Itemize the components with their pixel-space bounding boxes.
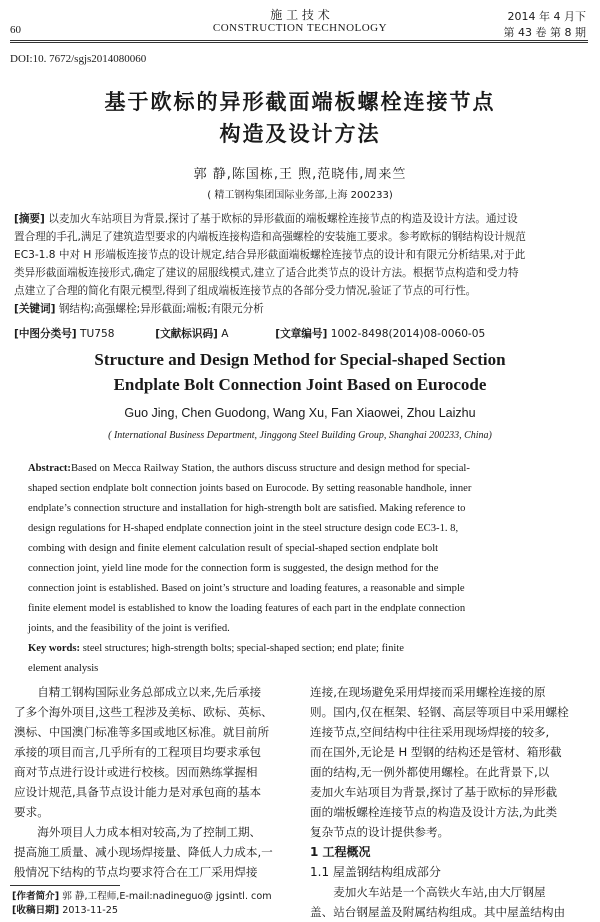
body-line: 要求。 xyxy=(14,805,49,819)
abstract-zh-line: 类异形截面端板连接形式,确定了建议的屈服线模式,建立了适合此类节点的设计方法。根据节点构造和受力特 xyxy=(14,267,519,279)
body-line: 应设计规范,具备节点设计能力是对承包商的基本 xyxy=(14,785,262,799)
keywords-en: element analysis xyxy=(28,663,99,674)
abstract-zh-line: 置合理的手孔,满足了建筑造型要求的内端板连接构造和高强螺栓的安装施工要求。参考欧标的钢结构设计规范 xyxy=(14,231,526,243)
abstract-en-line: connection joint is established. Based on joint’s structure and loading features, a reasonable and simple xyxy=(28,583,465,594)
received-date: 2013-11-25 xyxy=(62,905,118,916)
abstract-en xyxy=(28,459,574,679)
abstract-en-line: design regulations for H-shaped endplate connection joint in the steel structure design code EC3-1. 8, xyxy=(28,523,459,534)
section-heading-1: 1 工程概况 xyxy=(310,845,371,859)
doc-code-label: [文献标识码] xyxy=(155,328,218,340)
abstract-en-line: connection joint, yield line mode for the connection form is suggested, the design method for the xyxy=(28,563,439,574)
classification-row xyxy=(14,326,586,341)
affiliation-en: ( International Business Department, Jinggong Steel Building Group, Shanghai 200233, China) xyxy=(108,430,492,441)
authors-zh: 郭 静,陈国栋,王 煦,范晓伟,周来竺 xyxy=(193,167,407,182)
body-line: 商对节点进行设计或进行校核。因而熟练掌握相 xyxy=(14,765,258,779)
body-line: 了多个海外项目,这些工程涉及美标、欧标、英标、 xyxy=(14,705,273,719)
abstract-en-line: finite element model is established to know the loading features of each part in the endplate connection xyxy=(28,603,466,614)
body-line: 复杂节点的设计提供参考。 xyxy=(310,825,450,839)
abstract-en-line: endplate’s connection structure and installation for high-strength bolt are satisfied. Making reference to xyxy=(28,503,466,514)
clc-label: [中图分类号] xyxy=(14,328,77,340)
title-en-line-2: Endplate Bolt Connection Joint Based on Eurocode xyxy=(113,375,487,394)
authors-en: Guo Jing, Chen Guodong, Wang Xu, Fan Xiaowei, Zhou Laizhu xyxy=(124,406,476,420)
author-info-label: [作者简介] xyxy=(12,891,60,902)
abstract-en-line: shaped section endplate bolt connection joints based on Eurocode. By setting reasonable handhole, inner xyxy=(28,483,472,494)
body-line: 般情况下结构的节点均要求符合在工厂采用焊接 xyxy=(14,865,258,879)
clc-value: TU758 xyxy=(80,328,115,340)
abstract-zh-line: EC3-1.8 中对 H 形端板连接节点的设计规定,结合异形截面端板螺栓连接节点的设计和有限元分析结果,对于此 xyxy=(14,249,526,261)
keywords-zh-label: [关键词] xyxy=(14,303,56,315)
body-line: 连接节点,空间结构中往往采用现场焊接的较多, xyxy=(310,725,550,739)
keywords-en: steel structures; high-strength bolts; special-shaped section; end plate; finite xyxy=(82,643,405,654)
volume-issue: 第 43 卷 第 8 期 xyxy=(503,26,586,39)
abstract-zh xyxy=(14,210,586,318)
body-right-column xyxy=(310,682,586,922)
abstract-en-label: Abstract: xyxy=(28,463,71,474)
journal-title-en: CONSTRUCTION TECHNOLOGY xyxy=(212,22,388,34)
keywords-zh: 钢结构;高强螺栓;异形截面;端板;有限元分析 xyxy=(58,303,264,315)
body-line: 则。国内,仅在框架、轻钢、高层等项目中采用螺栓 xyxy=(310,705,569,719)
title-en-line-1: Structure and Design Method for Special-shaped Section xyxy=(94,350,506,369)
article-number-value: 1002-8498(2014)08-0060-05 xyxy=(330,328,486,340)
author-info: 郭 静,工程师,E-mail:nadineguo@ jgsintl. com xyxy=(62,891,272,902)
journal-title-zh: 施 工 技 术 xyxy=(270,8,330,22)
keywords-en-label: Key words: xyxy=(28,643,81,654)
abstract-en-line: combing with design and finite element calculation result of special-shaped section endplate bolt xyxy=(28,543,439,554)
doi: DOI:10. 7672/sgjs2014080060 xyxy=(10,53,147,65)
issue-date: 2014 年 4 月下 xyxy=(507,10,586,23)
abstract-en-line: Based on Mecca Railway Station, the authors discuss structure and design method for special- xyxy=(70,463,470,474)
title-zh-line-1: 基于欧标的异形截面端板螺栓连接节点 xyxy=(104,90,496,114)
title-zh-line-2: 构造及设计方法 xyxy=(219,122,381,146)
abstract-zh-line: 点建立了合理的简化有限元模型,得到了组成端板连接节点的各部分受力情况,验证了节点的可行性。 xyxy=(14,285,477,297)
body-line: 盖、站台钢屋盖及附属结构组成。其中屋盖结构由 xyxy=(310,905,566,919)
abstract-en-line: joints, and the feasibility of the joint is verified. xyxy=(28,623,230,634)
header-rule-2 xyxy=(10,42,588,43)
page-number: 60 xyxy=(10,24,21,36)
header-rule xyxy=(10,40,588,41)
article-number-label: [文章编号] xyxy=(275,328,328,340)
affiliation-zh: ( 精工钢构集团国际业务部,上海 200233) xyxy=(207,190,393,201)
body-line: 而在国外,无论是 H 型钢的结构还是管材、箱形截 xyxy=(310,745,562,759)
abstract-zh-line: 以麦加火车站项目为背景,探讨了基于欧标的异形截面的端板螺栓连接节点的构造及设计方法。通过设 xyxy=(48,213,518,225)
body-line: 面的结构,无一例外都使用螺栓。在此背景下,以 xyxy=(310,765,550,779)
body-line: 海外项目人力成本相对较高,为了控制工期、 xyxy=(14,825,262,839)
body-line: 提高施工质量、减小现场焊接量、降低人力成本,一 xyxy=(14,845,273,859)
body-line: 面的端板螺栓连接节点的构造及设计方法,为此类 xyxy=(310,805,558,819)
body-line: 麦加火车站项目为背景,探讨了基于欧标的异形截 xyxy=(310,785,558,799)
footnotes xyxy=(12,878,272,918)
body-line: 自精工钢构国际业务总部成立以来,先后承接 xyxy=(14,685,262,699)
abstract-zh-label: [摘要] xyxy=(14,213,45,225)
body-line: 澳标、中国澳门标准等多国或地区标准。就目前所 xyxy=(14,725,270,739)
received-date-label: [收稿日期] xyxy=(12,905,60,916)
body-line: 麦加火车站是一个高铁火车站,由大厅钢屋 xyxy=(310,885,546,899)
section-heading-1-1: 1.1 屋盖钢结构组成部分 xyxy=(310,865,441,879)
body-line: 承接的项目而言,几乎所有的工程项目均要求承包 xyxy=(14,745,262,759)
body-line: 连接,在现场避免采用焊接而采用螺栓连接的原 xyxy=(310,685,546,699)
body-left-column xyxy=(14,682,290,882)
doc-code-value: A xyxy=(221,328,229,340)
